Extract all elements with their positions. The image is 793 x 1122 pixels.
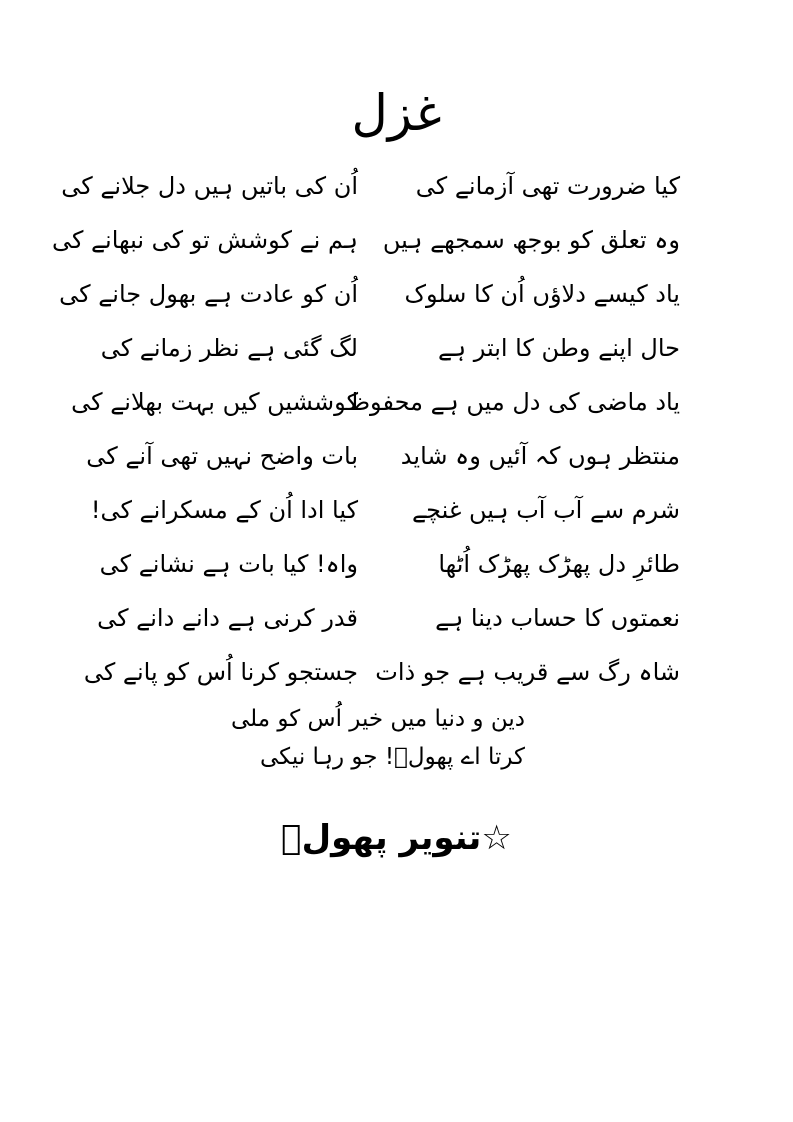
couplet bbox=[0, 166, 793, 220]
couplet-first-line: طائرِ دل پھڑک پھڑک اُٹھا bbox=[438, 550, 680, 578]
couplet-first-line: وہ تعلق کو بوجھ سمجھے ہیں bbox=[382, 226, 680, 254]
couplet-first-line: شرم سے آب آب ہیں غنچے bbox=[412, 496, 680, 524]
couplet bbox=[0, 382, 793, 436]
couplet bbox=[0, 490, 793, 544]
couplet-second-line: کیا ادا اُن کے مسکرانے کی! bbox=[90, 496, 358, 524]
couplet-first-line: یاد کیسے دلاؤں اُن کا سلوک bbox=[404, 280, 680, 308]
couplet-first-line: شاہ رگ سے قریب ہے جو ذات bbox=[375, 658, 680, 686]
couplet-first-line: یاد ماضی کی دل میں ہے محفوظ bbox=[347, 388, 680, 416]
couplet-second-line: بات واضح نہیں تھی آنے کی bbox=[86, 442, 358, 470]
couplet bbox=[0, 598, 793, 652]
closing-line-2: کرتا اے پھولؔ! جو رہا نیکی bbox=[260, 744, 525, 770]
closing-verse bbox=[230, 700, 525, 776]
couplet-second-line: اُن کی باتیں ہیں دل جلانے کی bbox=[61, 172, 358, 200]
poem-title: غزل bbox=[351, 84, 442, 142]
couplet bbox=[0, 544, 793, 598]
poet-signature: ☆تنویر پھولؔ bbox=[281, 818, 512, 858]
couplet bbox=[0, 436, 793, 490]
couplets-list bbox=[0, 166, 793, 706]
couplet-first-line: نعمتوں کا حساب دینا ہے bbox=[435, 604, 680, 632]
couplet-first-line: حال اپنے وطن کا ابتر ہے bbox=[437, 334, 680, 362]
couplet-second-line: ہم نے کوشش تو کی نبھانے کی bbox=[51, 226, 358, 254]
couplet-second-line: لگ گئی ہے نظر زمانے کی bbox=[100, 334, 358, 362]
couplet bbox=[0, 328, 793, 382]
closing-line-1: دین و دنیا میں خیر اُس کو ملی bbox=[230, 706, 525, 732]
couplet-second-line: کوششیں کیں بہت بھلانے کی bbox=[71, 388, 358, 416]
couplet-second-line: اُن کو عادت ہے بھول جانے کی bbox=[59, 280, 358, 308]
couplet bbox=[0, 220, 793, 274]
couplet-second-line: جستجو کرنا اُس کو پانے کی bbox=[83, 658, 358, 686]
couplet-first-line: منتظر ہوں کہ آئیں وہ شاید bbox=[400, 442, 680, 470]
couplet-second-line: قدر کرنی ہے دانے دانے کی bbox=[97, 604, 358, 632]
couplet-first-line: کیا ضرورت تھی آزمانے کی bbox=[415, 172, 680, 200]
couplet bbox=[0, 274, 793, 328]
couplet bbox=[0, 652, 793, 706]
couplet-second-line: واہ! کیا بات ہے نشانے کی bbox=[99, 550, 358, 578]
